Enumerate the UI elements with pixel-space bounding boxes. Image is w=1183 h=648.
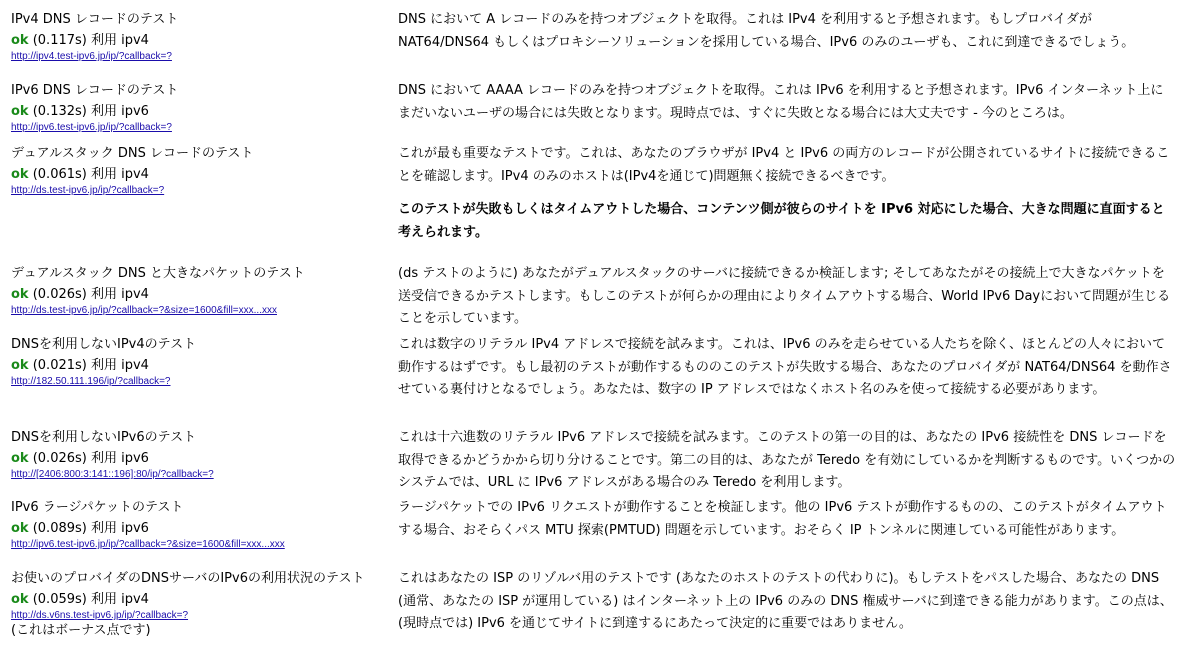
test-title: デュアルスタック DNS と大きなパケットのテスト: [11, 266, 305, 281]
test-description: これはあなたの ISP のリゾルバ用のテストです (あなたのホストのテストの代わりに)。もしテストをパスした場合、あなたの DNS (通常、あなたの ISP が運用している) はインターネット上の IPv6 のみの DNS 権威サーバに到達できる能力があります。この点は、(現時点では) IPv6 を通じてサイトに到達するにあたって決定的に重要ではありません。: [398, 571, 1173, 631]
bonus-note: (これはボーナス点です): [11, 623, 151, 638]
test-result-cell: [11, 263, 391, 317]
test-result: [11, 355, 391, 376]
test-detail: (0.132s) 利用 ipv6: [32, 104, 149, 119]
test-detail: (0.026s) 利用 ipv6: [32, 451, 149, 466]
test-description: (ds テストのように) あなたがデュアルスタックのサーバに接続できるか検証します; そしてあなたがその接続上で大きなパケットを送受信できるかテストします。もしこのテストが何らかの理由によりタイムアウトする場合、World IPv6 Dayにおいて問題が生じることを示しています。: [398, 266, 1171, 326]
test-description: DNS において A レコードのみを持つオブジェクトを取得。これは IPv4 を利用すると予想されます。もしプロバイダが NAT64/DNS64 もしくはプロキシーソリューションを採用している場合、IPv6 のみのユーザも、これに到達できるでしょう。: [398, 12, 1135, 50]
test-description: DNS において AAAA レコードのみを持つオブジェクトを取得。これは IPv6 を利用すると予想されます。IPv6 インターネット上にまだいないユーザの場合には失敗となります。現時点では、すぐに失敗となる場合には大丈夫です - 今のところは。: [398, 83, 1164, 121]
test-url-link[interactable]: http://ipv6.test-ipv6.jp/ip/?callback=?&size=1600&fill=xxx...xxx: [11, 539, 285, 550]
test-result-cell: [11, 9, 391, 63]
test-title: IPv6 DNS レコードのテスト: [11, 83, 179, 98]
test-title: IPv4 DNS レコードのテスト: [11, 12, 179, 27]
test-title: DNSを利用しないIPv6のテスト: [11, 430, 197, 445]
test-url-link[interactable]: http://ds.test-ipv6.jp/ip/?callback=?&size=1600&fill=xxx...xxx: [11, 305, 277, 316]
test-result: [11, 101, 391, 122]
test-detail: (0.089s) 利用 ipv6: [32, 521, 149, 536]
test-result-cell: [11, 497, 391, 551]
test-url-link[interactable]: http://ds.test-ipv6.jp/ip/?callback=?: [11, 185, 165, 196]
test-description-cell: [398, 427, 1176, 495]
test-result: [11, 448, 391, 469]
status-ok: ok: [11, 451, 29, 466]
test-url-link[interactable]: http://ds.v6ns.test-ipv6.jp/ip/?callback=?: [11, 610, 189, 621]
test-result-cell: [11, 80, 391, 134]
test-description-cell: [398, 9, 1176, 54]
test-url-link[interactable]: http://ipv6.test-ipv6.jp/ip/?callback=?: [11, 122, 172, 133]
test-title: デュアルスタック DNS レコードのテスト: [11, 146, 254, 161]
status-ok: ok: [11, 167, 29, 182]
test-detail: (0.117s) 利用 ipv4: [32, 33, 149, 48]
test-result: [11, 164, 391, 185]
test-detail: (0.026s) 利用 ipv4: [32, 287, 149, 302]
status-ok: ok: [11, 521, 29, 536]
test-important-note: このテストが失敗もしくはタイムアウトした場合、コンテンツ側が彼らのサイトを IPv6 対応にした場合、大きな問題に直面すると考えられます。: [398, 202, 1165, 240]
test-result-cell: [11, 334, 391, 388]
test-description-cell: [398, 80, 1176, 125]
test-description-cell: [398, 497, 1176, 542]
test-description: これは数字のリテラル IPv4 アドレスで接続を試みます。これは、IPv6 のみを走らせている人たちを除く、ほとんどの人々において動作するはずです。もし最初のテストが動作するもののこのテストが失敗する場合、あなたのプロバイダが NAT64/DNS64 を動作させている裏付けとなるでしょう。あなたは、数字の IP アドレスではなくホスト名のみを使って接続する必要があります。: [398, 337, 1172, 397]
test-url-link[interactable]: http://182.50.111.196/ip/?callback=?: [11, 376, 171, 387]
status-ok: ok: [11, 287, 29, 302]
status-ok: ok: [11, 104, 29, 119]
test-title: お使いのプロバイダのDNSサーバのIPv6の利用状況のテスト: [11, 571, 365, 586]
test-detail: (0.061s) 利用 ipv4: [32, 167, 149, 182]
status-ok: ok: [11, 358, 29, 373]
test-title: DNSを利用しないIPv4のテスト: [11, 337, 197, 352]
test-detail: (0.059s) 利用 ipv4: [32, 592, 149, 607]
test-result: [11, 518, 391, 539]
test-description-cell: [398, 568, 1176, 636]
test-result: [11, 284, 391, 305]
status-ok: ok: [11, 33, 29, 48]
test-result: [11, 589, 391, 610]
test-result-cell: [11, 143, 391, 197]
test-result-cell: [11, 568, 391, 639]
test-description: これは十六進数のリテラル IPv6 アドレスで接続を試みます。このテストの第一の目的は、あなたの IPv6 接続性を DNS レコードを取得できるかどうかから切り分けることです。第二の目的は、あなたが Teredo を有効にしているかを判断するものです。いくつかのシステムでは、URL に IPv6 アドレスがある場合のみ Teredo を利用します。: [398, 430, 1176, 490]
test-url-link[interactable]: http://ipv4.test-ipv6.jp/ip/?callback=?: [11, 51, 172, 62]
test-detail: (0.021s) 利用 ipv4: [32, 358, 149, 373]
test-description-cell: [398, 263, 1176, 331]
test-description: ラージパケットでの IPv6 リクエストが動作することを検証します。他の IPv6 テストが動作するものの、このテストがタイムアウトする場合、おそらくパス MTU 探索(PMTUD) 問題を示しています。おそらく IP トンネルに関連している可能性があります。: [398, 500, 1167, 538]
test-title: IPv6 ラージパケットのテスト: [11, 500, 184, 515]
test-description: これが最も重要なテストです。これは、あなたのブラウザが IPv4 と IPv6 の両方のレコードが公開されているサイトに接続できることを確認します。IPv4 のみのホストは(IPv4を通じて)問題無く接続できるべきです。: [398, 146, 1170, 184]
test-description-cell: [398, 334, 1176, 402]
test-description-cell: [398, 143, 1176, 244]
test-url-link[interactable]: http://[2406:800:3:141::196]:80/ip/?callback=?: [11, 469, 214, 480]
test-result-cell: [11, 427, 391, 481]
status-ok: ok: [11, 592, 29, 607]
test-result: [11, 30, 391, 51]
